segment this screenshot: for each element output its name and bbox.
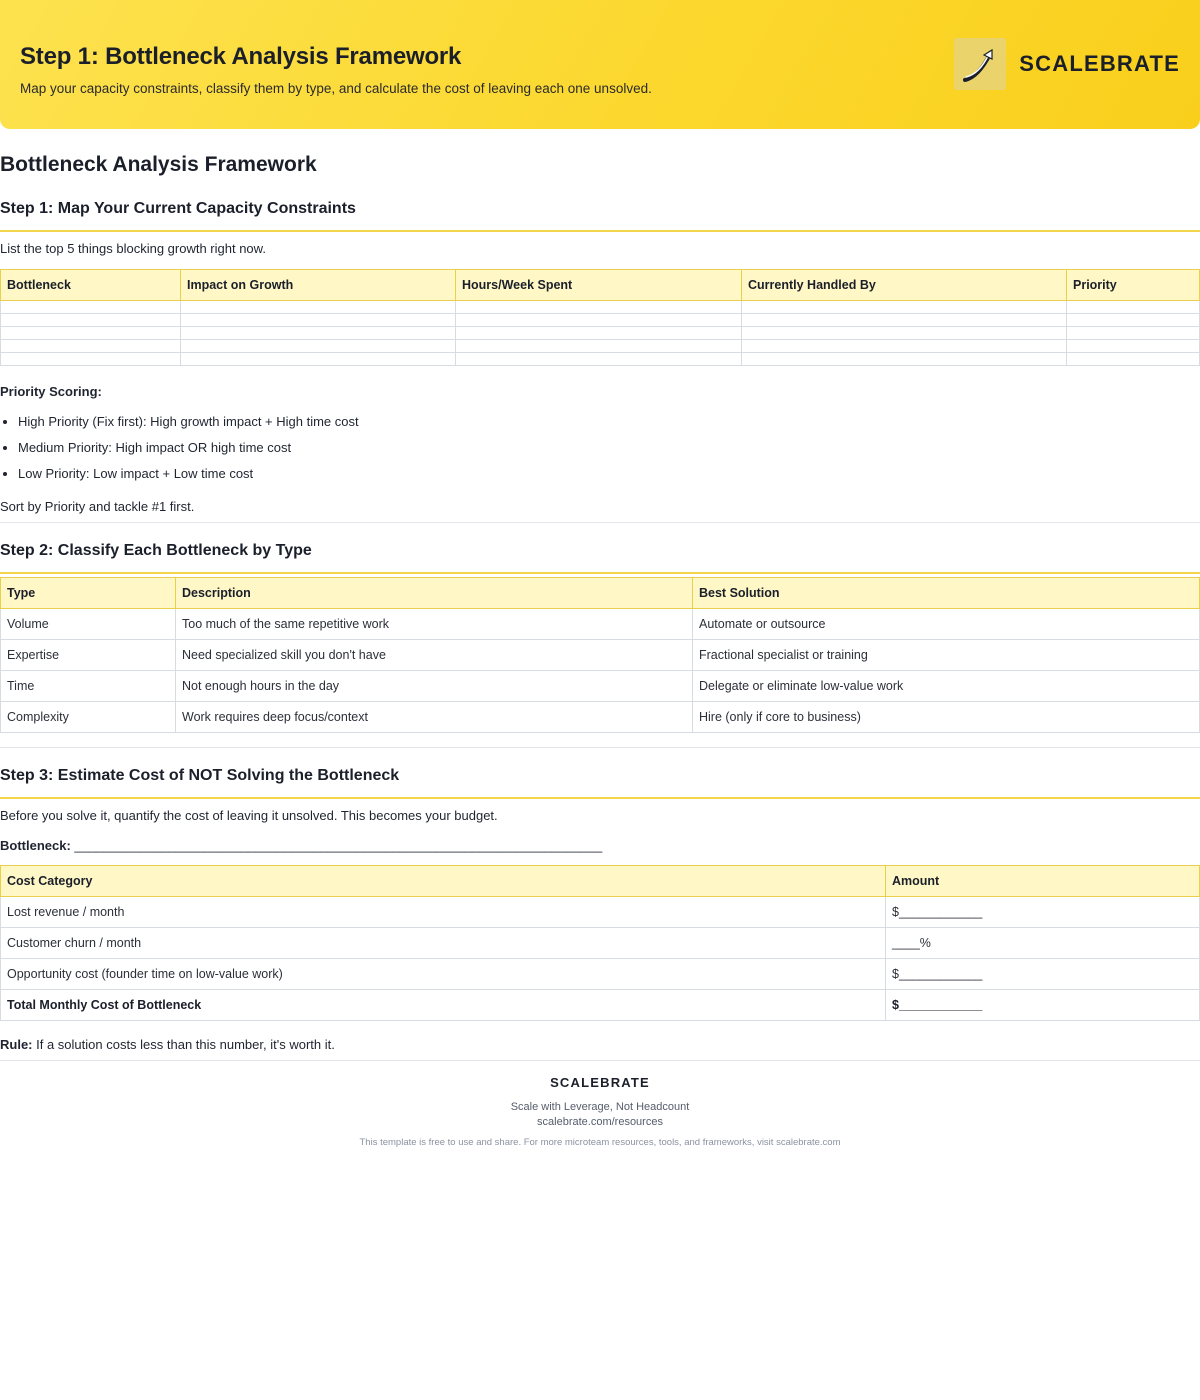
- table-cell: Hire (only if core to business): [693, 702, 1200, 733]
- column-header: Best Solution: [693, 578, 1200, 609]
- table-row: [1, 671, 1200, 702]
- sort-note: Sort by Priority and tackle #1 first.: [0, 499, 195, 514]
- page-title: Step 1: Bottleneck Analysis Framework: [20, 43, 462, 70]
- bottleneck-label: Bottleneck:: [0, 838, 71, 853]
- input-cell[interactable]: [181, 314, 456, 327]
- table-cell: Delegate or eliminate low-value work: [693, 671, 1200, 702]
- footer-brand: SCALEBRATE: [550, 1075, 650, 1090]
- column-header: Description: [176, 578, 693, 609]
- table-cell: Customer churn / month: [1, 928, 886, 959]
- cost-table: [0, 865, 1200, 1021]
- table-row: [1, 959, 1200, 990]
- table-cell: Complexity: [1, 702, 176, 733]
- table-cell: Too much of the same repetitive work: [176, 609, 693, 640]
- input-cell[interactable]: [456, 340, 742, 353]
- step2-heading: Step 2: Classify Each Bottleneck by Type: [0, 540, 1200, 574]
- step3-heading: Step 3: Estimate Cost of NOT Solving the Bottleneck: [0, 765, 1200, 799]
- rising-arrow-icon: [954, 38, 1006, 90]
- step3-section: [0, 765, 1200, 1052]
- section-divider: [0, 747, 1200, 748]
- total-row: [1, 990, 1200, 1021]
- input-cell[interactable]: [1067, 327, 1200, 340]
- document-title: Bottleneck Analysis Framework: [0, 153, 317, 176]
- brand-logo: [954, 38, 1180, 90]
- input-cell[interactable]: [1067, 301, 1200, 314]
- input-cell[interactable]: [181, 301, 456, 314]
- footer-link[interactable]: scalebrate.com/resources: [537, 1116, 663, 1128]
- bottleneck-line: [0, 838, 1200, 853]
- step2-section: [0, 540, 1200, 733]
- input-cell[interactable]: [1, 327, 181, 340]
- rule-label: Rule:: [0, 1037, 33, 1052]
- table-cell: Fractional specialist or training: [693, 640, 1200, 671]
- column-header: Amount: [886, 866, 1200, 897]
- priority-scoring-list: [0, 409, 1200, 487]
- table-row: [1, 327, 1200, 340]
- table-cell: Volume: [1, 609, 176, 640]
- input-cell[interactable]: [456, 301, 742, 314]
- table-cell: Work requires deep focus/context: [176, 702, 693, 733]
- list-item: • Medium Priority: High impact OR high time cost: [18, 435, 1200, 461]
- step1-heading: Step 1: Map Your Current Capacity Constraints: [0, 198, 1200, 232]
- bottleneck-blank[interactable]: _________________________________________________________________________: [74, 838, 603, 853]
- table-cell: Expertise: [1, 640, 176, 671]
- input-cell[interactable]: [742, 353, 1067, 366]
- table-cell: Lost revenue / month: [1, 897, 886, 928]
- page-subtitle: Map your capacity constraints, classify them by type, and calculate the cost of leaving each one unsolved.: [20, 81, 652, 96]
- input-cell[interactable]: [1067, 353, 1200, 366]
- column-header: Bottleneck: [1, 270, 181, 301]
- priority-scoring-label: Priority Scoring:: [0, 384, 102, 399]
- input-cell[interactable]: [742, 340, 1067, 353]
- column-header: Cost Category: [1, 866, 886, 897]
- table-cell: Need specialized skill you don't have: [176, 640, 693, 671]
- table-cell: Time: [1, 671, 176, 702]
- table-row: [1, 609, 1200, 640]
- amount-blank[interactable]: $____________: [886, 897, 1200, 928]
- table-row: [1, 928, 1200, 959]
- brand-name: SCALEBRATE: [1019, 51, 1180, 76]
- input-cell[interactable]: [181, 353, 456, 366]
- input-cell[interactable]: [456, 314, 742, 327]
- step1-section: [0, 198, 1200, 514]
- table-row: [1, 340, 1200, 353]
- table-cell: Automate or outsource: [693, 609, 1200, 640]
- header-banner: [0, 0, 1200, 129]
- table-cell: Opportunity cost (founder time on low-value work): [1, 959, 886, 990]
- amount-blank[interactable]: ____%: [886, 928, 1200, 959]
- amount-blank[interactable]: $____________: [886, 959, 1200, 990]
- step3-intro: Before you solve it, quantify the cost of leaving it unsolved. This becomes your budget.: [0, 808, 498, 823]
- table-row: [1, 314, 1200, 327]
- column-header: Impact on Growth: [181, 270, 456, 301]
- list-item: • High Priority (Fix first): High growth impact + High time cost: [18, 409, 1200, 435]
- column-header: Currently Handled By: [742, 270, 1067, 301]
- table-row: [1, 897, 1200, 928]
- total-label: Total Monthly Cost of Bottleneck: [1, 990, 886, 1021]
- table-row: [1, 702, 1200, 733]
- input-cell[interactable]: [1, 353, 181, 366]
- input-cell[interactable]: [1, 340, 181, 353]
- list-item: • Low Priority: Low impact + Low time cost: [18, 461, 1200, 487]
- constraints-table: [0, 269, 1200, 366]
- footer-note: This template is free to use and share. For more microteam resources, tools, and frameworks, visit scalebrate.com: [359, 1137, 841, 1148]
- table-row: [1, 640, 1200, 671]
- input-cell[interactable]: [1067, 314, 1200, 327]
- input-cell[interactable]: [742, 314, 1067, 327]
- column-header: Type: [1, 578, 176, 609]
- section-divider: [0, 522, 1200, 523]
- footer: [0, 1075, 1200, 1148]
- footer-tagline: Scale with Leverage, Not Headcount: [510, 1101, 690, 1113]
- section-divider: [0, 1060, 1200, 1061]
- table-row: [1, 353, 1200, 366]
- input-cell[interactable]: [1, 301, 181, 314]
- table-row: [1, 301, 1200, 314]
- rule-line: [0, 1037, 1200, 1052]
- column-header: Hours/Week Spent: [456, 270, 742, 301]
- total-amount-blank[interactable]: $____________: [886, 990, 1200, 1021]
- input-cell[interactable]: [456, 327, 742, 340]
- column-header: Priority: [1067, 270, 1200, 301]
- input-cell[interactable]: [1067, 340, 1200, 353]
- rule-text: If a solution costs less than this number, it's worth it.: [32, 1037, 335, 1052]
- bottleneck-type-table: [0, 577, 1200, 733]
- input-cell[interactable]: [1, 314, 181, 327]
- step1-intro: List the top 5 things blocking growth right now.: [0, 241, 266, 256]
- input-cell[interactable]: [742, 301, 1067, 314]
- input-cell[interactable]: [181, 327, 456, 340]
- input-cell[interactable]: [456, 353, 742, 366]
- table-cell: Not enough hours in the day: [176, 671, 693, 702]
- input-cell[interactable]: [181, 340, 456, 353]
- input-cell[interactable]: [742, 327, 1067, 340]
